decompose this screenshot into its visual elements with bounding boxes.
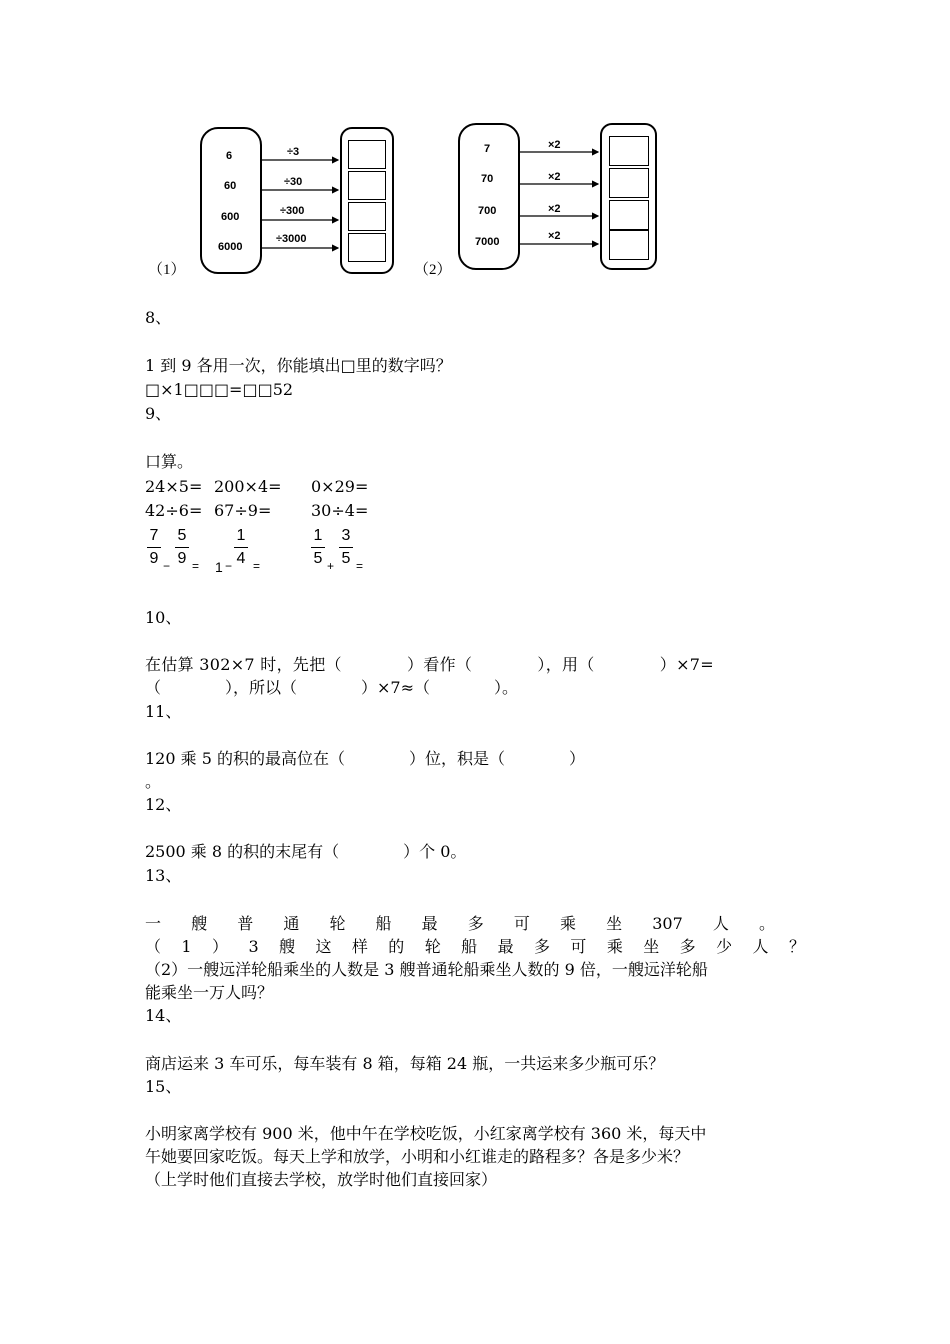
diagram-2-op: ×2 [548, 171, 561, 183]
operator: + [327, 559, 335, 573]
text-token: 多 [679, 937, 696, 956]
diagram-2-label: （2） [414, 262, 452, 278]
answer-box[interactable] [609, 200, 649, 230]
calc-item: 24×5= [145, 477, 203, 496]
question-text: 能乘坐一万人吗？ [145, 983, 274, 1002]
question-number: 8、 [145, 308, 172, 327]
text-token: 艘 [191, 914, 208, 933]
diagram-1-input: 6 [226, 150, 233, 162]
question-text: 在估算 302×7 时，先把（ ）看作（ ），用（ ）×7= [145, 655, 714, 674]
question-text: 商店运来 3 车可乐，每车装有 8 箱，每箱 24 瓶，一共运来多少瓶可乐？ [145, 1054, 665, 1073]
question-text: 小明家离学校有 900 米，他中午在学校吃饭，小红家离学校有 360 米，每天中 [145, 1124, 707, 1143]
numerator: 1 [236, 527, 246, 544]
calc-item: 0×29= [311, 477, 369, 496]
text-token: 3 [248, 937, 259, 956]
question-number: 11、 [145, 702, 182, 721]
text-token: 通 [283, 914, 300, 933]
numerator: 7 [149, 527, 159, 544]
fraction [339, 527, 353, 568]
diagram-1-input: 6000 [218, 241, 243, 253]
text-token: 坐 [606, 914, 623, 933]
fraction [147, 527, 161, 568]
diagram-2-arrows [520, 140, 602, 260]
diagram-2-op: ×2 [548, 230, 561, 242]
diagram-1-op: ÷3000 [276, 233, 307, 245]
text-token: 少 [716, 937, 733, 956]
text-token: 船 [375, 914, 392, 933]
denominator: 9 [177, 550, 187, 567]
question-text: □×1□□□=□□52 [145, 380, 294, 399]
question-text-justified [145, 937, 805, 957]
text-token: 307 [652, 914, 683, 933]
whole-number: 1 [215, 559, 223, 575]
denominator: 9 [149, 550, 159, 567]
fraction [234, 527, 248, 568]
answer-box[interactable] [348, 171, 386, 200]
numerator: 3 [341, 527, 351, 544]
question-text: （上学时他们直接去学校，放学时他们直接回家） [145, 1170, 498, 1189]
diagram-2-input: 700 [478, 205, 497, 217]
question-text: 2500 乘 8 的积的末尾有（ ）个 0。 [145, 842, 467, 861]
question-text: 午她要回家吃饭。每天上学和放学，小明和小红谁走的路程多？各是多少米？ [145, 1147, 690, 1166]
operator: − [225, 559, 233, 573]
numerator: 1 [313, 527, 323, 544]
fraction [175, 527, 189, 568]
answer-box[interactable] [609, 136, 649, 166]
diagram-1-input: 60 [224, 180, 237, 192]
answer-box[interactable] [609, 230, 649, 260]
calc-item: 200×4= [214, 477, 282, 496]
operator: − [163, 559, 171, 573]
text-token: 乘 [559, 914, 576, 933]
question-number: 12、 [145, 795, 182, 814]
denominator: 4 [236, 550, 246, 567]
question-number: 14、 [145, 1006, 182, 1025]
diagram-1-input: 600 [221, 211, 240, 223]
denominator: 5 [341, 550, 351, 567]
text-token: 多 [467, 914, 484, 933]
diagram-2-input: 70 [481, 173, 494, 185]
text-token: 普 [237, 914, 254, 933]
question-number: 9、 [145, 404, 172, 423]
diagram-1-op: ÷300 [280, 205, 305, 217]
calc-item: 30÷4= [311, 501, 369, 520]
question-number: 15、 [145, 1077, 182, 1096]
question-text-justified [145, 914, 775, 934]
answer-box[interactable] [348, 140, 386, 169]
text-token: 这 [315, 937, 332, 956]
text-token: 最 [497, 937, 514, 956]
text-token: 人 [712, 914, 729, 933]
question-text: （2）一艘远洋轮船乘坐的人数是 3 艘普通轮船乘坐人数的 9 倍，一艘远洋轮船 [145, 960, 708, 979]
calc-item: 67÷9= [214, 501, 272, 520]
text-token: 船 [461, 937, 478, 956]
fraction [311, 527, 325, 568]
text-token: 样 [351, 937, 368, 956]
text-token: ） [212, 937, 229, 956]
question-text: 1 到 9 各用一次，你能填出□里的数字吗？ [145, 356, 452, 375]
text-token: 多 [533, 937, 550, 956]
text-token: （ [145, 937, 162, 956]
text-token: 的 [388, 937, 405, 956]
equals: = [356, 559, 364, 573]
equals: = [192, 559, 200, 573]
diagram-1-label: （1） [148, 262, 186, 278]
question-text: 。 [145, 772, 162, 791]
text-token: 轮 [424, 937, 441, 956]
question-text: 口算。 [145, 452, 194, 471]
equals: = [253, 559, 261, 573]
diagram-2-input: 7000 [475, 236, 500, 248]
text-token: 1 [181, 937, 192, 956]
text-token: 艘 [279, 937, 296, 956]
text-token: 坐 [643, 937, 660, 956]
text-token: 。 [758, 914, 775, 933]
diagram-2-op: ×2 [548, 203, 561, 215]
question-text: 120 乘 5 的积的最高位在（ ）位，积是（ ） [145, 749, 585, 768]
numerator: 5 [177, 527, 187, 544]
text-token: 轮 [329, 914, 346, 933]
answer-box[interactable] [348, 233, 386, 262]
diagram-1-op: ÷3 [287, 146, 300, 158]
text-token: 一 [145, 914, 162, 933]
diagram-2-input: 7 [484, 143, 491, 155]
text-token: 最 [421, 914, 438, 933]
diagram-2-op: ×2 [548, 139, 561, 151]
text-token: ？ [788, 937, 805, 956]
question-number: 10、 [145, 608, 182, 627]
question-number: 13、 [145, 866, 182, 885]
denominator: 5 [313, 550, 323, 567]
text-token: 乘 [606, 937, 623, 956]
question-text: （ ），所以（ ）×7≈（ ）。 [145, 678, 518, 697]
answer-box[interactable] [609, 168, 649, 198]
text-token: 可 [570, 937, 587, 956]
calc-item: 42÷6= [145, 501, 203, 520]
diagram-1-op: ÷30 [284, 176, 303, 188]
answer-box[interactable] [348, 202, 386, 231]
text-token: 人 [752, 937, 769, 956]
text-token: 可 [513, 914, 530, 933]
